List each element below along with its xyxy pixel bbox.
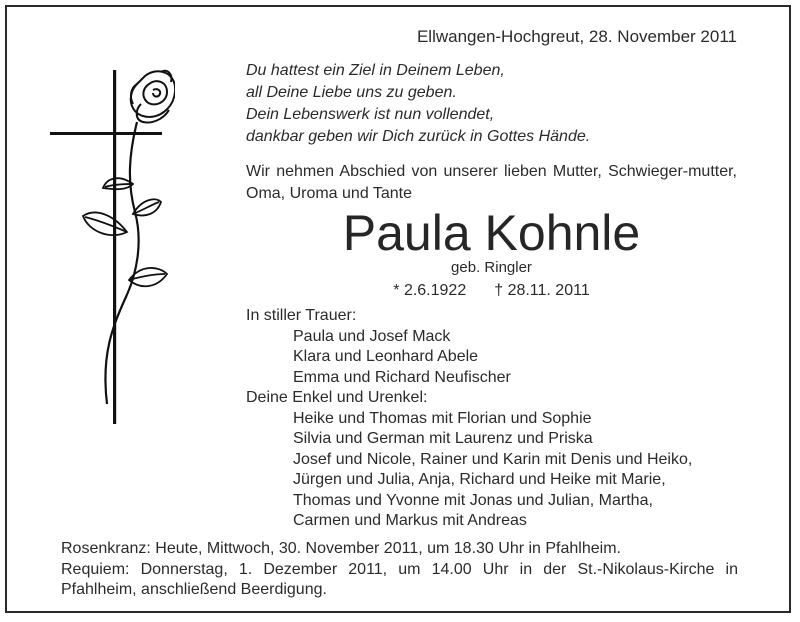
poem-line: Du hattest ein Ziel in Deinem Leben, <box>246 62 505 79</box>
requiem-info-continued: Pfahlheim, anschließend Beerdigung. <box>61 581 327 598</box>
service-details <box>61 539 738 601</box>
list-item: Emma und Richard Neufischer <box>293 368 511 386</box>
maiden-name: geb. Ringler <box>451 259 532 276</box>
poem-line: all Deine Liebe uns zu geben. <box>246 84 457 101</box>
mourners-list <box>246 306 692 532</box>
birth-date: * 2.6.1922 <box>393 282 467 299</box>
list-item: Klara und Leonhard Abele <box>293 348 479 365</box>
list-item: Thomas und Yvonne mit Jonas und Julian, Martha, <box>293 491 653 509</box>
mourning-heading: In stiller Trauer: <box>246 307 357 324</box>
poem-line: dankbar geben wir Dich zurück in Gottes Hände. <box>246 128 591 145</box>
intro-text: Wir nehmen Abschied von unserer lieben Mutter, Schwieger-mutter, Oma, Uroma und Tante <box>246 163 737 202</box>
list-item: Paula und Josef Mack <box>293 327 451 345</box>
list-item: Silvia und German mit Laurenz und Priska <box>293 430 593 447</box>
requiem-info: Requiem: Donnerstag, 1. Dezember 2011, um 14.00 Uhr in der St.-Nikolaus-Kirche in <box>61 560 738 578</box>
list-item: Jürgen und Julia, Anja, Richard und Heike mit Marie, <box>293 471 666 488</box>
list-item: Josef und Nicole, Rainer und Karin mit Denis und Heiko, <box>293 450 693 468</box>
list-item: Carmen und Markus mit Andreas <box>293 512 527 529</box>
deceased-name: Paula Kohnle <box>342 205 641 261</box>
list-item: Heike und Thomas mit Florian und Sophie <box>293 409 592 427</box>
poem-line: Dein Lebenswerk ist nun vollendet, <box>246 106 495 123</box>
poem <box>246 60 590 148</box>
dateline: Ellwangen-Hochgreut, 28. November 2011 <box>416 27 737 46</box>
cross-with-rose-icon <box>45 64 175 424</box>
life-dates <box>246 281 737 301</box>
death-date: † 28.11. 2011 <box>494 282 590 299</box>
grandchildren-heading: Deine Enkel und Urenkel: <box>246 389 428 406</box>
rosary-info: Rosenkranz: Heute, Mittwoch, 30. November 2011, um 18.30 Uhr in Pfahlheim. <box>61 540 621 557</box>
